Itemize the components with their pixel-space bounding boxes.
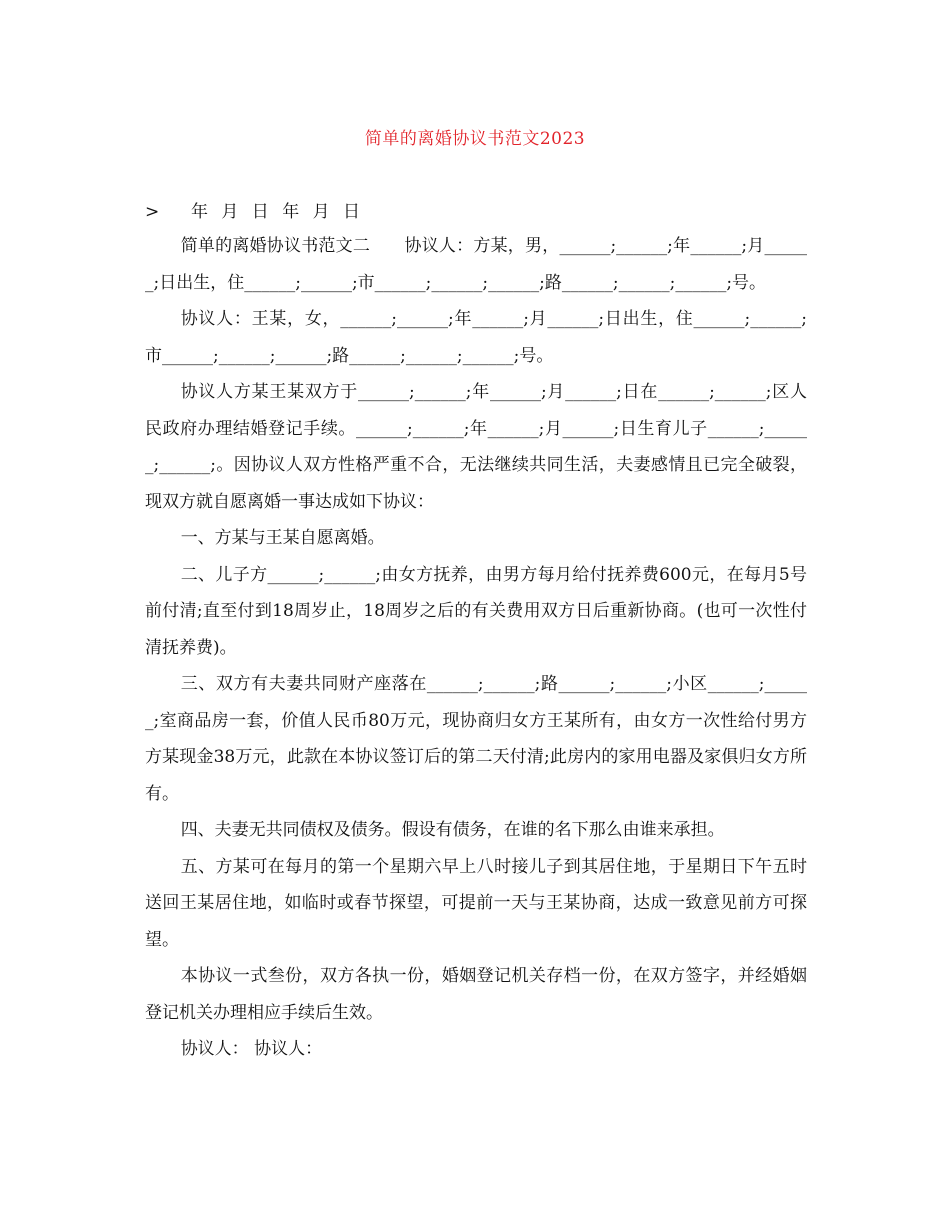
chevron-right-icon: > (145, 202, 160, 222)
paragraph-clause-4: 四、夫妻无共同债权及债务。假设有债务，在谁的名下那么由谁来承担。 (180, 820, 725, 840)
paragraph-clause-1: 一、方某与王某自愿离婚。 (180, 528, 385, 548)
paragraph-party-wang: 协议人：王某，女，______;______;年______;月______;日出生，住______;______;市______;______;______;路______;______;______;号。 (145, 309, 807, 366)
paragraph-clause-3: 三、双方有夫妻共同财产座落在______;______;路______;______;小区______;______;室商品房一套，价值人民币80万元，现协商归女方王某所有，由女方一次性给付男方方某现金38万元，此款在本协议签订后的第二天付清;此房内的家用电器及家俱归女方所有。 (145, 674, 807, 804)
paragraph-clause-5: 五、方某可在每月的第一个星期六早上八时接儿子到其居住地，于星期日下午五时送回王某居住地，如临时或春节探望，可提前一天与王某协商，达成一致意见前方可探望。 (145, 856, 807, 950)
paragraph-clause-2: 二、儿子方______;______;由女方抚养，由男方每月给付抚养费600元，在每月5号前付清;直至付到18周岁止，18周岁之后的有关费用双方日后重新协商。(也可一次性付清抚养费)。 (145, 564, 807, 658)
date-placeholders: 年 月 日 年 月 日 (191, 202, 365, 222)
paragraph-signatures: 协议人： 协议人： (180, 1039, 323, 1059)
paragraph-intro: 简单的离婚协议书范文二 协议人：方某，男，______;______;年______;月______;日出生，住______;______;市______;______;______;路______;______;______;号。 (145, 236, 807, 293)
document-title: 简单的离婚协议书范文2023 (364, 129, 586, 149)
agreement-body (145, 228, 807, 1068)
paragraph-effect: 本协议一式叁份，双方各执一份，婚姻登记机关存档一份，在双方签字，并经婚姻登记机关办理相应手续后生效。 (145, 966, 807, 1023)
paragraph-marriage-background: 协议人方某王某双方于______;______;年______;月______;日在______;______;区人民政府办理结婚登记手续。______;______;年______;月______;日生育儿子______;______;______;。因协议人双方性格严重不合，无法继续共同生活，夫妻感情且已完全破裂，现双方就自愿离婚一事达成如下协议： (145, 382, 807, 512)
date-line (145, 197, 364, 222)
